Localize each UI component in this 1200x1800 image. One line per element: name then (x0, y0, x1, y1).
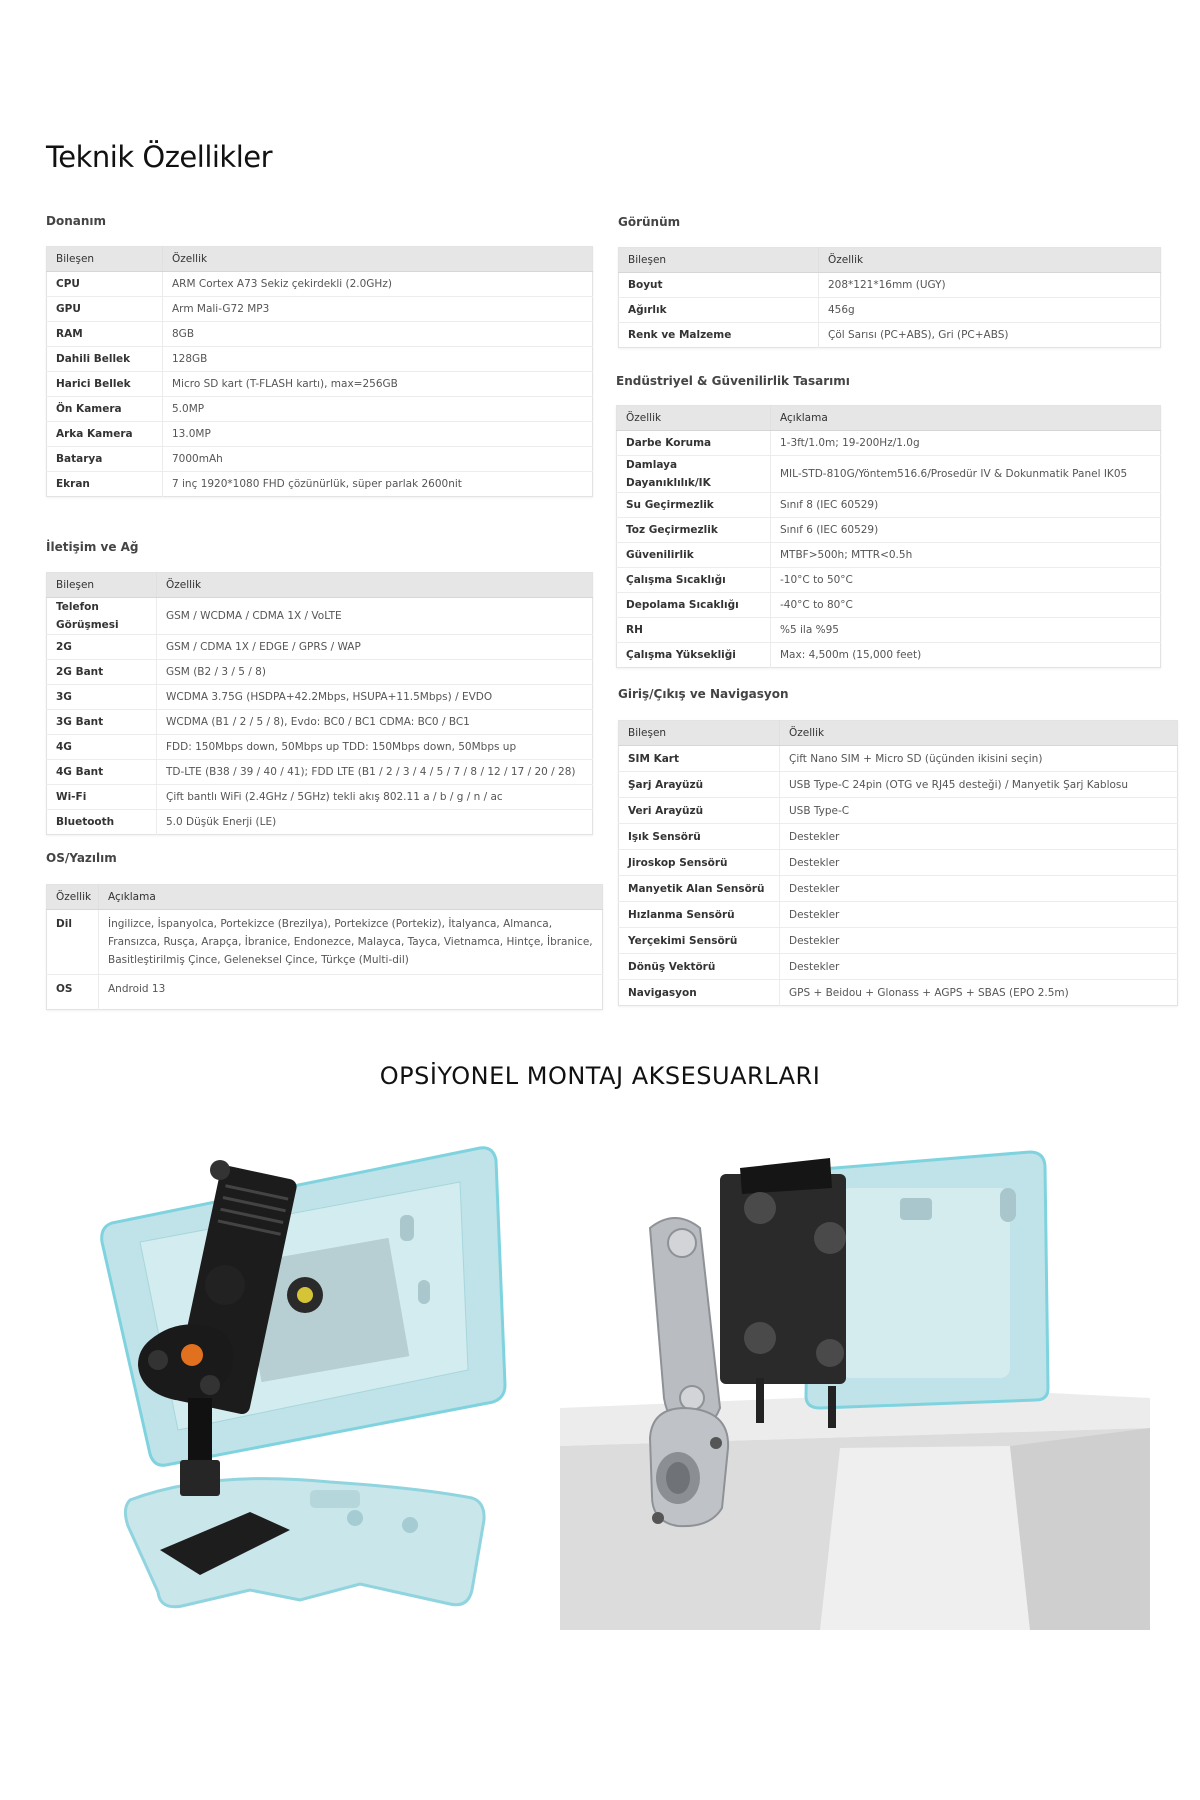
table-header-row (617, 406, 1161, 431)
row-label: 4G Bant (47, 760, 157, 785)
row-label: Işık Sensörü (619, 824, 780, 850)
table-row (619, 798, 1178, 824)
table-row (619, 273, 1161, 298)
row-value: 1-3ft/1.0m; 19-200Hz/1.0g (771, 431, 1161, 456)
row-value: GSM (B2 / 3 / 5 / 8) (157, 660, 593, 685)
table-row (619, 876, 1178, 902)
row-label: GPU (47, 297, 163, 322)
table-row (619, 746, 1178, 772)
row-label: Toz Geçirmezlik (617, 518, 771, 543)
network-table (46, 572, 593, 835)
accessories-title: OPSİYONEL MONTAJ AKSESUARLARI (379, 1062, 821, 1090)
table-row (47, 422, 593, 447)
row-label: Harici Bellek (47, 372, 163, 397)
row-label: 2G (47, 635, 157, 660)
row-value: Çift Nano SIM + Micro SD (üçünden ikisini seçin) (780, 746, 1178, 772)
row-value: Çöl Sarısı (PC+ABS), Gri (PC+ABS) (828, 329, 1009, 341)
table-row (47, 347, 593, 372)
column-header: Özellik (819, 248, 1161, 273)
row-value: Destekler (780, 824, 1178, 850)
table-row (47, 785, 593, 810)
row-value: 456g (819, 298, 1161, 323)
table-row (619, 954, 1178, 980)
table-header-row (47, 247, 593, 272)
row-value: İngilizce, İspanyolca, Portekizce (Brezilya), Portekizce (Portekiz), İtalyanca, Almanca, Fransızca, Rusça, Arapça, İbranice, Endonezce, Malayca, Tayca, Vietnamca, Hintçe, İbranice, Basitleştirilmiş Çince, Geleneksel Çince, Türkçe (Multi-dil) (99, 910, 603, 975)
page-title: Teknik Özellikler (46, 140, 273, 174)
io-table (618, 720, 1178, 1006)
hardware-heading: Donanım (46, 214, 107, 228)
table-row (47, 272, 593, 297)
row-label: Veri Arayüzü (619, 798, 780, 824)
table-header-row (47, 885, 603, 910)
row-value: %5 ila %95 (771, 618, 1161, 643)
column-header: Bileşen (47, 247, 163, 272)
table-row (47, 635, 593, 660)
row-value: GPS + Beidou + Glonass + AGPS + SBAS (EPO 2.5m) (789, 986, 1069, 999)
row-label: Boyut (619, 273, 819, 298)
table-row (617, 618, 1161, 643)
appearance-table (618, 247, 1161, 348)
industrial-heading: Endüstriyel & Güvenilirlik Tasarımı (616, 374, 850, 388)
row-label: Navigasyon (619, 980, 780, 1006)
os-table (46, 884, 603, 1010)
row-label: Damlaya Dayanıklılık/IK (617, 456, 771, 493)
row-value: WCDMA (B1 / 2 / 5 / 8), Evdo: BC0 / BC1 CDMA: BC0 / BC1 (157, 710, 593, 735)
row-label: OS (47, 975, 99, 1010)
row-value: USB Type-C (780, 798, 1178, 824)
row-value: Sınıf 8 (IEC 60529) (771, 493, 1161, 518)
table-row (619, 902, 1178, 928)
column-header: Özellik (47, 885, 99, 910)
table-row (47, 685, 593, 710)
column-header: Özellik (617, 406, 771, 431)
row-label: Depolama Sıcaklığı (617, 593, 771, 618)
row-value: GSM / WCDMA / CDMA 1X / VoLTE (157, 598, 593, 635)
table-row (619, 980, 1178, 1006)
row-value: USB Type-C 24pin (OTG ve RJ45 desteği) / Manyetik Şarj Kablosu (780, 772, 1178, 798)
row-value: 7000mAh (163, 447, 593, 472)
row-value: -40°C to 80°C (771, 593, 1161, 618)
row-label: CPU (47, 272, 163, 297)
row-value: 7 inç 1920*1080 FHD çözünürlük, süper parlak 2600nit (172, 478, 462, 490)
row-label: RH (617, 618, 771, 643)
table-header-row (619, 248, 1161, 273)
column-header: Bileşen (47, 573, 157, 598)
row-label: Dönüş Vektörü (619, 954, 780, 980)
row-value: Çift bantlı WiFi (2.4GHz / 5GHz) tekli akış 802.11 a / b / g / n / ac (157, 785, 593, 810)
table-row (47, 810, 593, 835)
handlebar-mount-photo (560, 1128, 1150, 1630)
column-header: Özellik (163, 247, 593, 272)
row-value: Sınıf 6 (IEC 60529) (771, 518, 1161, 543)
row-value: 208*121*16mm (UGY) (819, 273, 1161, 298)
row-value: Destekler (780, 850, 1178, 876)
row-label: Telefon Görüşmesi (47, 598, 157, 635)
row-label: Hızlanma Sensörü (619, 902, 780, 928)
row-label: Wi-Fi (47, 785, 157, 810)
row-label: Çalışma Sıcaklığı (617, 568, 771, 593)
table-row (47, 975, 603, 1010)
row-value: ARM Cortex A73 Sekiz çekirdekli (2.0GHz) (163, 272, 593, 297)
column-header: Özellik (157, 573, 593, 598)
table-row (47, 297, 593, 322)
row-value: Android 13 (108, 983, 166, 995)
table-row (619, 772, 1178, 798)
row-label: RAM (47, 322, 163, 347)
row-value: 13.0MP (163, 422, 593, 447)
row-label: 2G Bant (47, 660, 157, 685)
row-label: Su Geçirmezlik (617, 493, 771, 518)
table-row (47, 735, 593, 760)
table-row (617, 593, 1161, 618)
row-label: Ağırlık (619, 298, 819, 323)
hardware-table (46, 246, 593, 497)
table-row (619, 323, 1161, 348)
table-row (619, 928, 1178, 954)
column-header: Açıklama (99, 885, 603, 910)
table-row (47, 598, 593, 635)
table-row (619, 824, 1178, 850)
table-row (47, 447, 593, 472)
table-row (619, 850, 1178, 876)
row-value: MIL-STD-810G/Yöntem516.6/Prosedür IV & Dokunmatik Panel IK05 (771, 456, 1161, 493)
row-label: SIM Kart (619, 746, 780, 772)
column-header: Özellik (780, 721, 1178, 746)
table-row (619, 298, 1161, 323)
column-header: Bileşen (619, 248, 819, 273)
table-row (47, 910, 603, 975)
table-illustration (560, 1390, 1150, 1630)
row-value: GSM / CDMA 1X / EDGE / GPRS / WAP (157, 635, 593, 660)
row-value: Destekler (780, 928, 1178, 954)
table-row (617, 643, 1161, 668)
table-row (47, 472, 593, 497)
table-row (47, 372, 593, 397)
row-value: MTBF>500h; MTTR<0.5h (771, 543, 1161, 568)
os-heading: OS/Yazılım (46, 851, 117, 865)
column-header: Açıklama (771, 406, 1161, 431)
row-label: Dil (47, 910, 99, 975)
row-label: Yerçekimi Sensörü (619, 928, 780, 954)
row-value: -10°C to 50°C (771, 568, 1161, 593)
table-row (617, 431, 1161, 456)
row-value: 5.0MP (163, 397, 593, 422)
table-row (617, 543, 1161, 568)
table-row (617, 568, 1161, 593)
row-value: WCDMA 3.75G (HSDPA+42.2Mbps, HSUPA+11.5Mbps) / EVDO (157, 685, 593, 710)
table-row (617, 456, 1161, 493)
row-value: Micro SD kart (T-FLASH kartı), max=256GB (163, 372, 593, 397)
row-label: Arka Kamera (47, 422, 163, 447)
table-row (47, 710, 593, 735)
table-row (47, 760, 593, 785)
row-label: Ekran (47, 472, 163, 497)
row-label: 4G (47, 735, 157, 760)
appearance-heading: Görünüm (618, 215, 681, 229)
row-label: Bluetooth (47, 810, 157, 835)
row-label: Dahili Bellek (47, 347, 163, 372)
table-row (47, 397, 593, 422)
row-label: Çalışma Yüksekliği (617, 643, 771, 668)
io-heading: Giriş/Çıkış ve Navigasyon (618, 687, 789, 701)
row-value: FDD: 150Mbps down, 50Mbps up TDD: 150Mbps down, 50Mbps up (157, 735, 593, 760)
row-label: Darbe Koruma (617, 431, 771, 456)
row-value: Destekler (780, 876, 1178, 902)
table-row (617, 518, 1161, 543)
row-value: 5.0 Düşük Enerji (LE) (166, 816, 277, 828)
controller-mount-photo (100, 1130, 520, 1630)
row-label: Manyetik Alan Sensörü (619, 876, 780, 902)
table-row (47, 660, 593, 685)
table-row (617, 493, 1161, 518)
industrial-table (616, 405, 1161, 668)
row-value: Max: 4,500m (15,000 feet) (780, 649, 922, 661)
table-row (47, 322, 593, 347)
column-header: Bileşen (619, 721, 780, 746)
row-value: Destekler (780, 902, 1178, 928)
row-label: Şarj Arayüzü (619, 772, 780, 798)
row-label: 3G Bant (47, 710, 157, 735)
row-label: 3G (47, 685, 157, 710)
row-label: Renk ve Malzeme (619, 323, 819, 348)
row-label: Jiroskop Sensörü (619, 850, 780, 876)
network-heading: İletişim ve Ağ (46, 540, 139, 554)
table-header-row (619, 721, 1178, 746)
row-value: Arm Mali-G72 MP3 (163, 297, 593, 322)
row-value: 128GB (163, 347, 593, 372)
row-label: Batarya (47, 447, 163, 472)
row-value: 8GB (163, 322, 593, 347)
row-label: Ön Kamera (47, 397, 163, 422)
row-value: Destekler (780, 954, 1178, 980)
row-label: Güvenilirlik (617, 543, 771, 568)
table-header-row (47, 573, 593, 598)
row-value: TD-LTE (B38 / 39 / 40 / 41); FDD LTE (B1 / 2 / 3 / 4 / 5 / 7 / 8 / 12 / 17 / 20 / 28) (157, 760, 593, 785)
